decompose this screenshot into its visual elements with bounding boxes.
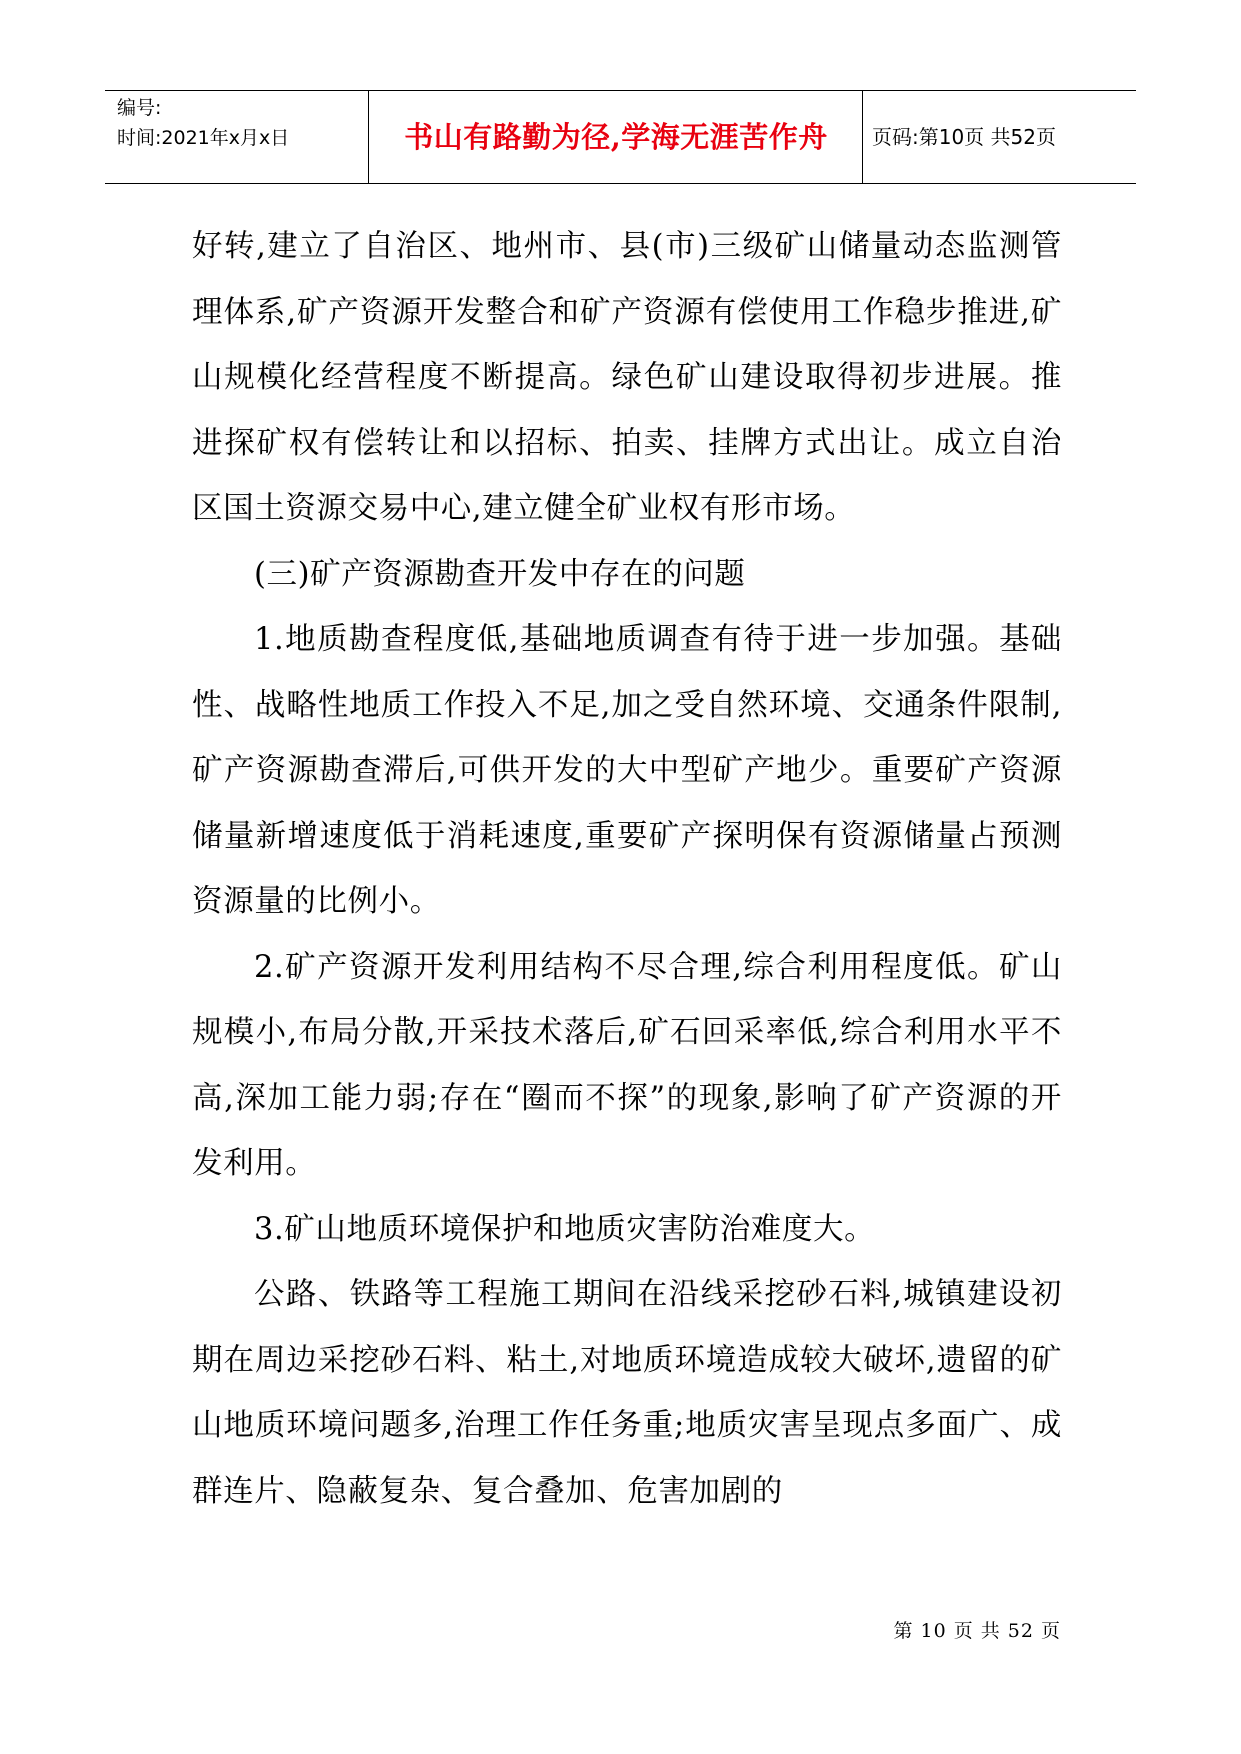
paragraph-item-2: 2.矿产资源开发利用结构不尽合理,综合利用程度低。矿山规模小,布局分散,开采技术落后,矿石回采率低,综合利用水平不高,深加工能力弱;存在“圈而不探”的现象,影响了矿产资源的开发利用。 <box>192 949 1062 1181</box>
page-footer: 第 10 页 共 52 页 <box>893 1620 1061 1642</box>
paragraph-body: 公路、铁路等工程施工期间在沿线采挖砂石料,城镇建设初期在周边采挖砂石料、粘土,对地质环境造成较大破坏,遗留的矿山地质环境问题多,治理工作任务重;地质灾害呈现点多面广、成群连片、隐蔽复杂、复合叠加、危害加剧的 <box>192 1277 1062 1509</box>
document-number: 编号: <box>117 97 162 119</box>
header-divider-right <box>862 91 863 183</box>
paragraph-item-1: 1.地质勘查程度低,基础地质调查有待于进一步加强。基础性、战略性地质工作投入不足,加之受自然环境、交通条件限制,矿产资源勘查滞后,可供开发的大中型矿产地少。重要矿产资源储量新增速度低于消耗速度,重要矿产探明保有资源储量占预测资源量的比例小。 <box>192 622 1062 919</box>
document-time: 时间:2021年x月x日 <box>117 127 290 149</box>
header-motto: 书山有路勤为径,学海无涯苦作舟 <box>404 120 828 154</box>
header-page-code: 页码:第10页 共52页 <box>872 125 1056 149</box>
page-header <box>105 90 1136 184</box>
paragraph-item-3: 3.矿山地质环境保护和地质灾害防治难度大。 <box>254 1211 876 1247</box>
header-divider-left <box>368 91 369 183</box>
section-heading: (三)矿产资源勘查开发中存在的问题 <box>254 556 746 592</box>
paragraph-continuation: 好转,建立了自治区、地州市、县(市)三级矿山储量动态监测管理体系,矿产资源开发整合和矿产资源有偿使用工作稳步推进,矿山规模化经营程度不断提高。绿色矿山建设取得初步进展。推进探矿权有偿转让和以招标、拍卖、挂牌方式出让。成立自治区国土资源交易中心,建立健全矿业权有形市场。 <box>192 229 1062 526</box>
document-body <box>192 214 1062 1524</box>
header-meta <box>117 93 367 153</box>
